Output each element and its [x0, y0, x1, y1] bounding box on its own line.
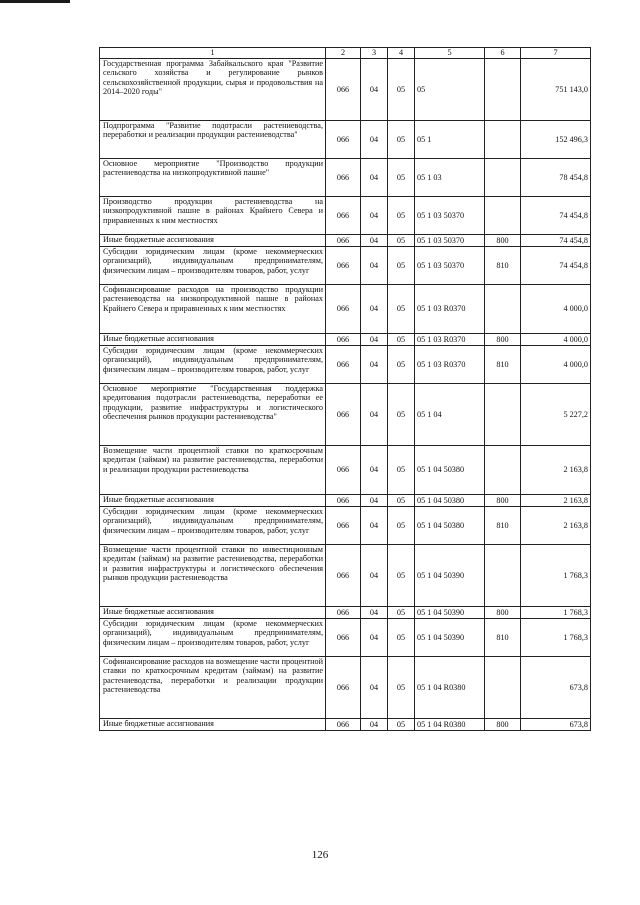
row-section-cell: 04 [361, 334, 388, 346]
row-name-cell: Субсидии юридическим лицам (кроме некоммерческих организаций), индивидуальным предпринимателям, физическим лицам – производителям товаров, работ, услуг [100, 247, 326, 285]
row-expense-type-cell: 810 [485, 247, 521, 285]
row-target-code-cell: 05 1 03 R0370 [415, 346, 485, 384]
row-admin-code-cell: 066 [326, 121, 361, 159]
row-subsection-cell: 05 [388, 507, 415, 545]
row-admin-code-cell: 066 [326, 159, 361, 197]
table-row [100, 235, 591, 247]
row-amount-cell: 74 454,8 [521, 247, 591, 285]
row-section-cell: 04 [361, 657, 388, 719]
table-row [100, 657, 591, 719]
row-amount-cell: 78 454,8 [521, 159, 591, 197]
row-name-cell: Возмещение части процентной ставки по краткосрочным кредитам (займам) на развитие растениеводства, переработки и реализации продукции растениеводства [100, 446, 326, 495]
row-amount-cell: 4 000,0 [521, 285, 591, 334]
row-target-code-cell: 05 1 03 R0370 [415, 285, 485, 334]
table-row [100, 197, 591, 235]
row-expense-type-cell [485, 159, 521, 197]
header-cell: 2 [326, 48, 361, 59]
header-cell: 7 [521, 48, 591, 59]
row-section-cell: 04 [361, 607, 388, 619]
row-name-cell: Софинансирование расходов на производство продукции растениеводства на низкопродуктивной пашне в районах Крайнего Севера и приравненных к ним местностях [100, 285, 326, 334]
table-row [100, 545, 591, 607]
row-target-code-cell: 05 1 04 50380 [415, 446, 485, 495]
row-expense-type-cell: 810 [485, 507, 521, 545]
row-section-cell: 04 [361, 619, 388, 657]
row-name-cell: Иные бюджетные ассигнования [100, 235, 326, 247]
table-row [100, 495, 591, 507]
row-name-cell: Возмещение части процентной ставки по инвестиционным кредитам (займам) на развитие растениеводства, переработки и развития инфраструктуры и логистического обеспечения рынков продукции растениеводства [100, 545, 326, 607]
row-admin-code-cell: 066 [326, 495, 361, 507]
row-section-cell: 04 [361, 121, 388, 159]
row-subsection-cell: 05 [388, 384, 415, 446]
row-target-code-cell: 05 1 04 R0380 [415, 719, 485, 731]
row-expense-type-cell: 800 [485, 719, 521, 731]
row-section-cell: 04 [361, 235, 388, 247]
table-row [100, 121, 591, 159]
header-cell: 1 [100, 48, 326, 59]
row-admin-code-cell: 066 [326, 247, 361, 285]
row-section-cell: 04 [361, 159, 388, 197]
header-cell: 3 [361, 48, 388, 59]
table-row [100, 285, 591, 334]
row-expense-type-cell [485, 657, 521, 719]
row-admin-code-cell: 066 [326, 545, 361, 607]
row-target-code-cell: 05 1 04 50390 [415, 619, 485, 657]
row-expense-type-cell: 800 [485, 607, 521, 619]
row-name-cell: Иные бюджетные ассигнования [100, 334, 326, 346]
row-target-code-cell: 05 1 04 50380 [415, 495, 485, 507]
row-amount-cell: 751 143,0 [521, 59, 591, 121]
row-subsection-cell: 05 [388, 285, 415, 334]
row-amount-cell: 1 768,3 [521, 619, 591, 657]
row-amount-cell: 2 163,8 [521, 495, 591, 507]
row-target-code-cell: 05 1 04 R0380 [415, 657, 485, 719]
row-name-cell: Субсидии юридическим лицам (кроме некоммерческих организаций), индивидуальным предпринимателям, физическим лицам – производителям товаров, работ, услуг [100, 619, 326, 657]
row-name-cell: Субсидии юридическим лицам (кроме некоммерческих организаций), индивидуальным предпринимателям, физическим лицам – производителям товаров, работ, услуг [100, 346, 326, 384]
row-section-cell: 04 [361, 719, 388, 731]
row-name-cell: Иные бюджетные ассигнования [100, 607, 326, 619]
row-target-code-cell: 05 1 03 50370 [415, 197, 485, 235]
row-target-code-cell: 05 1 04 50390 [415, 607, 485, 619]
row-subsection-cell: 05 [388, 719, 415, 731]
row-name-cell: Иные бюджетные ассигнования [100, 719, 326, 731]
budget-table [99, 47, 591, 731]
table-row [100, 247, 591, 285]
row-amount-cell: 2 163,8 [521, 507, 591, 545]
row-expense-type-cell [485, 446, 521, 495]
table-row [100, 619, 591, 657]
row-admin-code-cell: 066 [326, 59, 361, 121]
table-row [100, 346, 591, 384]
row-amount-cell: 152 496,3 [521, 121, 591, 159]
row-target-code-cell: 05 1 [415, 121, 485, 159]
table-row [100, 384, 591, 446]
row-expense-type-cell [485, 197, 521, 235]
table-row [100, 507, 591, 545]
row-section-cell: 04 [361, 59, 388, 121]
row-name-cell: Субсидии юридическим лицам (кроме некоммерческих организаций), индивидуальным предпринимателям, физическим лицам – производителям товаров, работ, услуг [100, 507, 326, 545]
table-row [100, 446, 591, 495]
header-cell: 4 [388, 48, 415, 59]
row-admin-code-cell: 066 [326, 197, 361, 235]
row-subsection-cell: 05 [388, 607, 415, 619]
row-target-code-cell: 05 1 03 50370 [415, 247, 485, 285]
row-subsection-cell: 05 [388, 235, 415, 247]
row-admin-code-cell: 066 [326, 346, 361, 384]
row-name-cell: Иные бюджетные ассигнования [100, 495, 326, 507]
row-subsection-cell: 05 [388, 159, 415, 197]
row-subsection-cell: 05 [388, 495, 415, 507]
row-expense-type-cell: 800 [485, 334, 521, 346]
row-section-cell: 04 [361, 285, 388, 334]
row-name-cell: Государственная программа Забайкальского края "Развитие сельского хозяйства и регулирование рынков сельскохозяйственной продукции, сырья и продовольствия на 2014–2020 годы" [100, 59, 326, 121]
row-section-cell: 04 [361, 446, 388, 495]
table-row [100, 159, 591, 197]
row-subsection-cell: 05 [388, 619, 415, 657]
row-section-cell: 04 [361, 384, 388, 446]
row-admin-code-cell: 066 [326, 446, 361, 495]
row-expense-type-cell: 800 [485, 235, 521, 247]
row-amount-cell: 74 454,8 [521, 235, 591, 247]
row-amount-cell: 1 768,3 [521, 607, 591, 619]
row-target-code-cell: 05 1 04 [415, 384, 485, 446]
row-target-code-cell: 05 1 03 [415, 159, 485, 197]
row-section-cell: 04 [361, 507, 388, 545]
row-section-cell: 04 [361, 495, 388, 507]
row-amount-cell: 4 000,0 [521, 334, 591, 346]
row-subsection-cell: 05 [388, 657, 415, 719]
row-amount-cell: 4 000,0 [521, 346, 591, 384]
table-row [100, 59, 591, 121]
row-target-code-cell: 05 1 03 R0370 [415, 334, 485, 346]
row-name-cell: Софинансирование расходов на возмещение части процентной ставки по краткосрочным кредитам (займам) на развитие растениеводства, переработки и реализации продукции растениеводства [100, 657, 326, 719]
row-expense-type-cell [485, 545, 521, 607]
row-section-cell: 04 [361, 545, 388, 607]
page-number: 126 [311, 849, 329, 861]
row-subsection-cell: 05 [388, 197, 415, 235]
row-expense-type-cell [485, 59, 521, 121]
row-admin-code-cell: 066 [326, 657, 361, 719]
header-cell: 6 [485, 48, 521, 59]
row-name-cell: Основное мероприятие "Государственная поддержка кредитования подотрасли растениеводства, переработки ее продукции, развитие инфраструктуры и логистического обеспечения рынков продукции растениеводства" [100, 384, 326, 446]
row-admin-code-cell: 066 [326, 334, 361, 346]
row-name-cell: Подпрограмма "Развитие подотрасли растениеводства, переработки и реализации продукции растениеводства" [100, 121, 326, 159]
row-target-code-cell: 05 1 04 50390 [415, 545, 485, 607]
row-target-code-cell: 05 [415, 59, 485, 121]
row-subsection-cell: 05 [388, 247, 415, 285]
row-admin-code-cell: 066 [326, 235, 361, 247]
row-target-code-cell: 05 1 03 50370 [415, 235, 485, 247]
header-cell: 5 [415, 48, 485, 59]
row-admin-code-cell: 066 [326, 607, 361, 619]
row-section-cell: 04 [361, 346, 388, 384]
row-subsection-cell: 05 [388, 545, 415, 607]
row-expense-type-cell: 800 [485, 495, 521, 507]
row-amount-cell: 2 163,8 [521, 446, 591, 495]
row-subsection-cell: 05 [388, 346, 415, 384]
row-admin-code-cell: 066 [326, 507, 361, 545]
row-name-cell: Основное мероприятие "Производство продукции растениеводства на низкопродуктивной пашне" [100, 159, 326, 197]
row-expense-type-cell [485, 285, 521, 334]
table-row [100, 334, 591, 346]
row-expense-type-cell: 810 [485, 619, 521, 657]
table-row [100, 607, 591, 619]
row-section-cell: 04 [361, 197, 388, 235]
row-section-cell: 04 [361, 247, 388, 285]
row-subsection-cell: 05 [388, 334, 415, 346]
scan-edge-mark [0, 0, 70, 3]
row-subsection-cell: 05 [388, 59, 415, 121]
row-target-code-cell: 05 1 04 50380 [415, 507, 485, 545]
row-subsection-cell: 05 [388, 446, 415, 495]
row-amount-cell: 1 768,3 [521, 545, 591, 607]
row-admin-code-cell: 066 [326, 384, 361, 446]
row-name-cell: Производство продукции растениеводства на низкопродуктивной пашне в районах Крайнего Севера и приравненных к ним местностях [100, 197, 326, 235]
row-amount-cell: 74 454,8 [521, 197, 591, 235]
table-header-row [100, 48, 591, 59]
row-expense-type-cell [485, 384, 521, 446]
row-subsection-cell: 05 [388, 121, 415, 159]
table-row [100, 719, 591, 731]
row-expense-type-cell: 810 [485, 346, 521, 384]
row-amount-cell: 673,8 [521, 657, 591, 719]
row-admin-code-cell: 066 [326, 719, 361, 731]
row-amount-cell: 5 227,2 [521, 384, 591, 446]
row-expense-type-cell [485, 121, 521, 159]
row-amount-cell: 673,8 [521, 719, 591, 731]
row-admin-code-cell: 066 [326, 619, 361, 657]
row-admin-code-cell: 066 [326, 285, 361, 334]
